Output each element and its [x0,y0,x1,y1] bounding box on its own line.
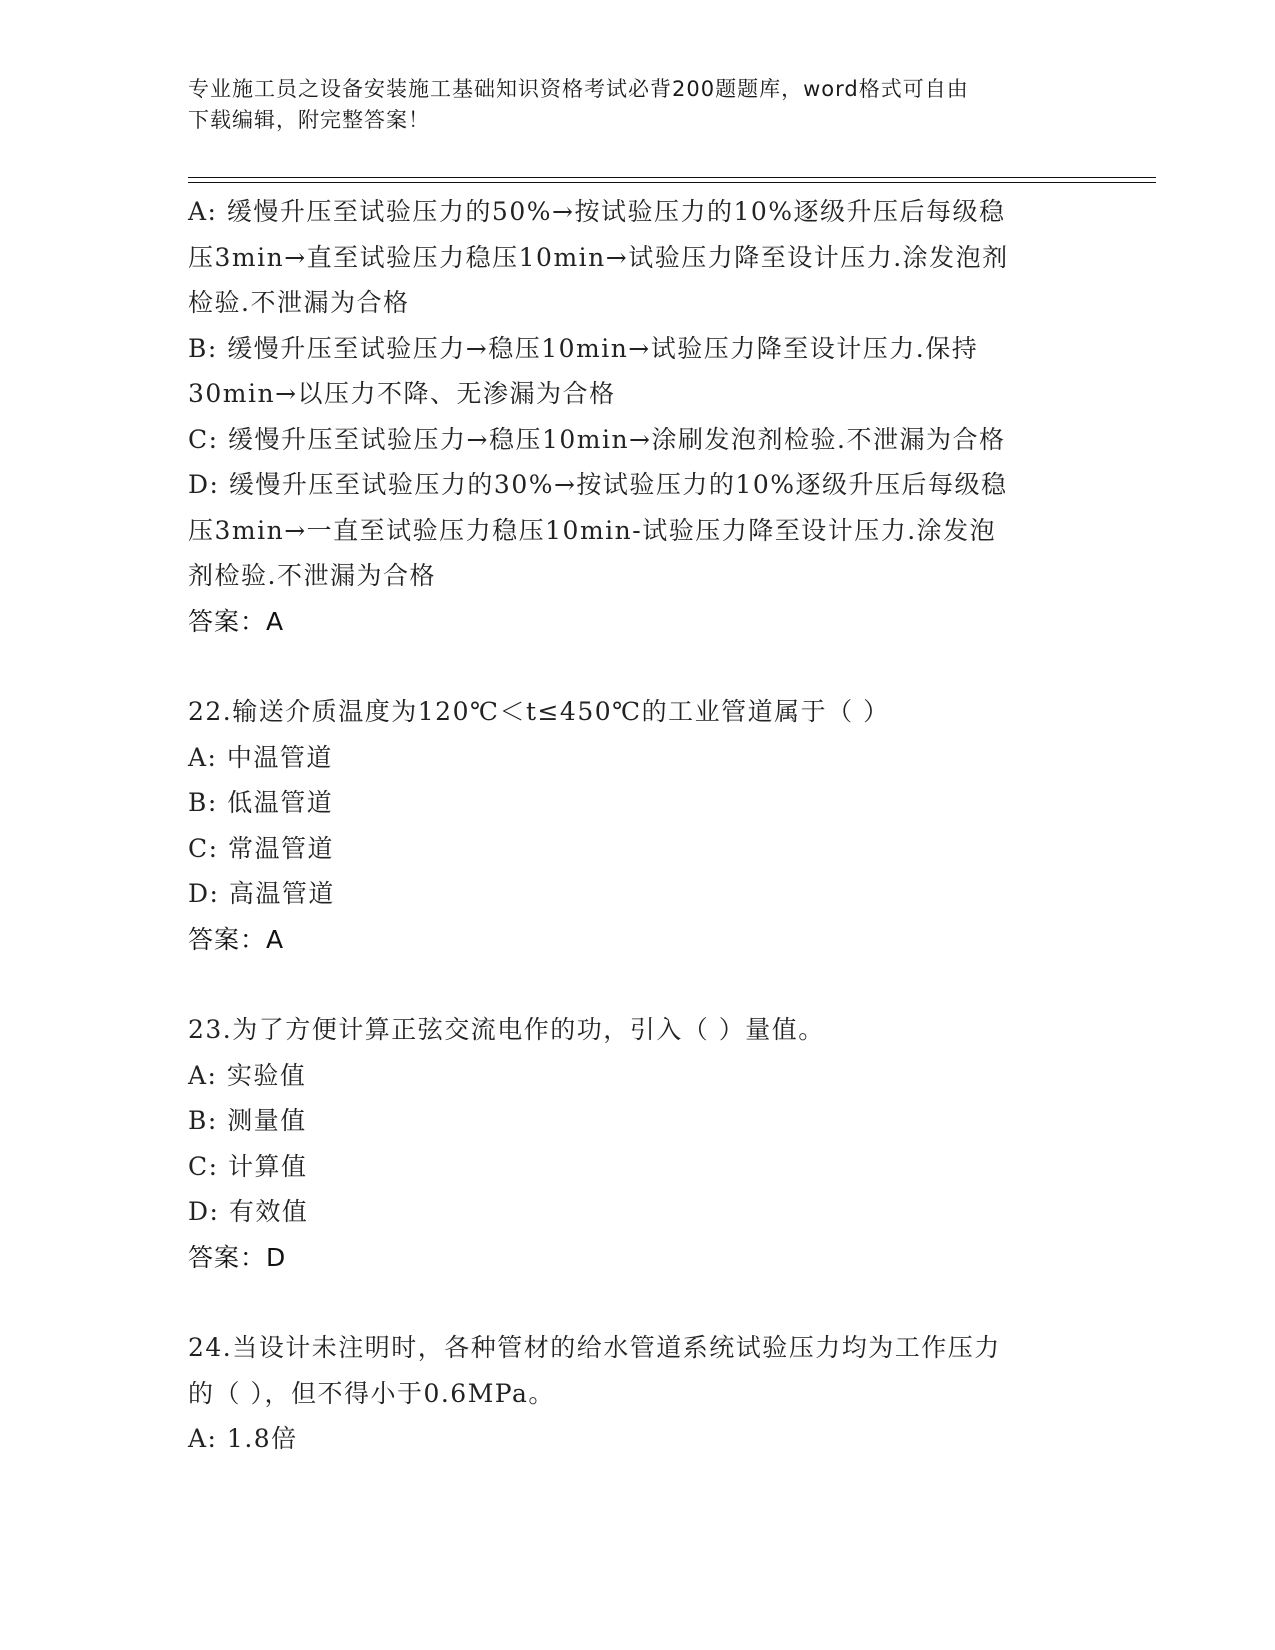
question-24-text-line-1: 24.当设计未注明时，各种管材的给水管道系统试验压力均为工作压力 [188,1333,1001,1362]
option-a-line-3: 检验.不泄漏为合格 [188,288,410,317]
document-header [188,74,1088,136]
question-24 [188,1325,1088,1462]
answer-22: 答案：A [188,924,285,954]
option-b: B: 低温管道 [188,788,334,817]
option-a: A: 实验值 [188,1060,307,1090]
option-d: D: 高温管道 [188,879,335,908]
spacer [188,644,1088,689]
header-rule-bottom [188,182,1156,183]
option-d-line-2: 压3min→一直至试验压力稳压10min-试验压力降至设计压力.涂发泡 [188,515,997,545]
question-24-text-line-2: 的（ ），但不得小于0.6MPa。 [188,1378,555,1408]
option-a: A: 1.8倍 [188,1424,298,1453]
question-content [188,189,1088,1462]
option-a-line-2: 压3min→直至试验压力稳压10min→试验压力降至设计压力.涂发泡剂 [188,242,1009,272]
option-c: C: 计算值 [188,1151,308,1181]
header-rule-top [188,177,1156,178]
option-d: D: 有效值 [188,1197,309,1226]
option-b-line-1: B: 缓慢升压至试验压力→稳压10min→试验压力降至设计压力.保持 [188,333,979,363]
question-23 [188,1007,1088,1280]
option-b: B: 测量值 [188,1106,307,1135]
option-a-line-1: A: 缓慢升压至试验压力的50%→按试验压力的10%逐级升压后每级稳 [188,197,1006,226]
option-c-line-1: C: 缓慢升压至试验压力→稳压10min→涂刷发泡剂检验.不泄漏为合格 [188,424,1006,454]
option-d-line-1: D: 缓慢升压至试验压力的30%→按试验压力的10%逐级升压后每级稳 [188,470,1008,499]
answer-21: 答案：A [188,606,285,636]
option-c: C: 常温管道 [188,833,334,863]
option-b-line-2: 30min→以压力不降、无渗漏为合格 [188,379,616,408]
question-23-text: 23.为了方便计算正弦交流电作的功，引入（ ）量值。 [188,1015,825,1044]
header-line-1: 专业施工员之设备安装施工基础知识资格考试必背200题题库，word格式可自由 [188,77,969,101]
header-line-2: 下载编辑，附完整答案！ [188,108,430,132]
question-22-text: 22.输送介质温度为120℃＜t≤450℃的工业管道属于（ ） [188,697,890,726]
option-a: A: 中温管道 [188,742,333,772]
option-d-line-3: 剂检验.不泄漏为合格 [188,561,436,590]
question-22 [188,689,1088,962]
question-21 [188,189,1088,644]
answer-23: 答案：D [188,1242,287,1272]
spacer [188,1280,1088,1325]
spacer [188,962,1088,1007]
